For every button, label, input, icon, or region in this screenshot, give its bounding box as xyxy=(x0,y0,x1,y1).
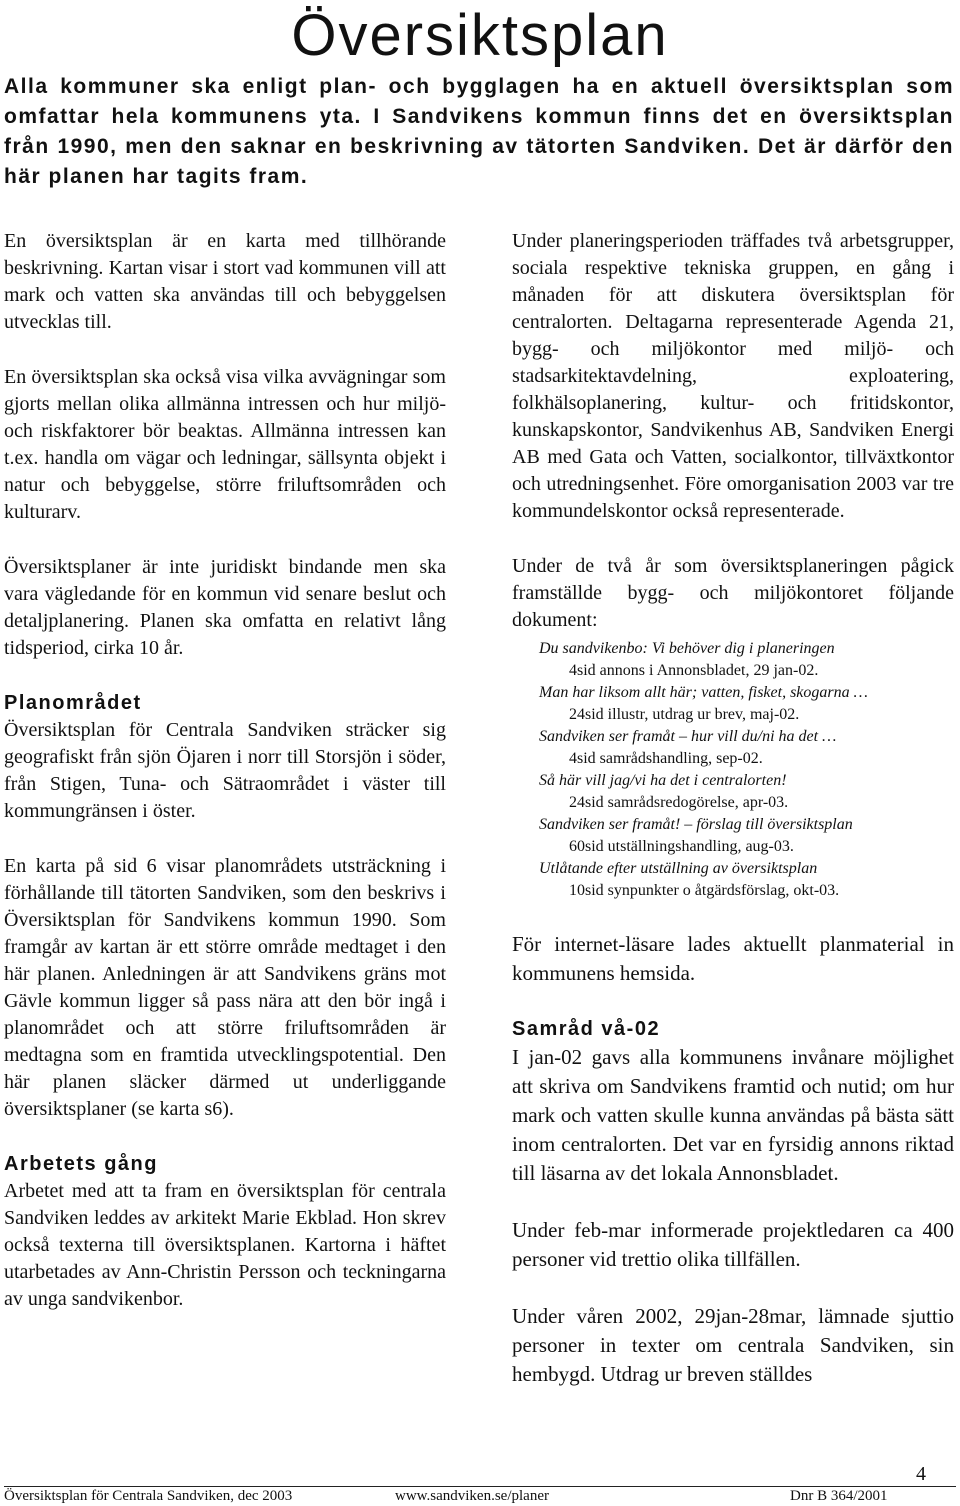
paragraph-map-reference: En karta på sid 6 visar planområdets utsträckning i förhållande till tätorten Sandviken, som den beskrivs i Översiktsplan för Sandvikens kommun 1990. Som framgår av kartan är ett större område medtaget i den här planen. Anledningen är att Sandvikens gräns mot Gävle kommun ligger så pass nära att den bör ingå i planområdet och att större friluftsområden är medtagna som en framtida utvecklingspotential. Den här planen släcker därmed ut underliggande översiktsplaner (se karta s6). xyxy=(4,855,446,1120)
document-title: Sandviken ser framåt! – förslag till översiktsplan xyxy=(539,816,853,833)
document-list xyxy=(512,638,954,902)
paragraph-legal-status: Översiktsplaner är inte juridiskt bindande men ska vara vägledande för en kommun vid senare beslut och detaljplanering. Planen ska omfatta en relativt lång tidsperiod, cirka 10 år. xyxy=(4,556,446,659)
document-title: Du sandvikenbo: Vi behöver dig i planeringen xyxy=(539,640,835,657)
heading-arbetets-gang: Arbetets gång xyxy=(4,1153,158,1175)
paragraph-documents-intro: Under de två år som översiktsplaneringen pågick framställde bygg- och miljökontoret följande dokument: xyxy=(512,555,954,631)
paragraph-working-groups: Under planeringsperioden träffades två arbetsgrupper, sociala respektive tekniska gruppen, en gång i månaden för att diskutera översiktsplan för centralorten. Deltagarna representerade Agenda 21, bygg- och miljökontor med miljö- och stadsarkitektavdelning, exploatering, folkhälsoplanering, kultur- och fritidskontor, kunskapskontor, Sandvikenhus AB, Sandviken Energi AB med Gata och Vatten, socialkontor, tillväxtkontor och utredningsenhet. Före omorganisation 2003 var tre kommundelskontor också representerade. xyxy=(512,230,954,522)
paragraph-considerations: En översiktsplan ska också visa vilka avvägningar som gjorts mellan olika allmänna intressen och hur miljö- och riskfaktorer bör beaktas. Allmänna intressen kan t.ex. handla om vägar och ledningar, sällsynta objekt i natur och bebyggelse, större friluftsområden och kulturarv. xyxy=(4,366,446,523)
document-title: Utlåtande efter utställning av översiktsplan xyxy=(539,860,818,877)
footer-document-title: Översiktsplan för Centrala Sandviken, dec 2003 xyxy=(4,1488,293,1504)
document-meta: 4sid samrådshandling, sep-02. xyxy=(569,750,763,767)
heading-planomradet: Planområdet xyxy=(4,692,142,714)
list-item xyxy=(512,858,954,902)
list-item xyxy=(512,638,954,682)
right-column xyxy=(512,228,954,1389)
document-meta: 24sid illustr, utdrag ur brev, maj-02. xyxy=(569,706,800,723)
paragraph-definition: En översiktsplan är en karta med tillhörande beskrivning. Kartan visar i stort vad kommunen vill att mark och vatten ska användas till och bebyggelsen utvecklas till. xyxy=(4,230,446,333)
paragraph-plan-area: Översiktsplan för Centrala Sandviken sträcker sig geografiskt från sjön Öjaren i norr till Storsjön i söder, från Stigen, Tuna- och Sätraområdet i väster till kommungränsen i öster. xyxy=(4,719,446,822)
page-title: Översiktsplan xyxy=(291,3,669,68)
list-item xyxy=(512,682,954,726)
paragraph-internet: För internet-läsare lades aktuellt planmaterial in kommunens hemsida. xyxy=(512,932,954,985)
paragraph-spring-2002: Under våren 2002, 29jan-28mar, lämnade sjuttio personer in texter om centrala Sandviken, sin hembygd. Utdrag ur breven ställdes xyxy=(512,1304,954,1386)
document-meta: 60sid utställningshandling, aug-03. xyxy=(569,838,794,855)
heading-samrad: Samråd vå-02 xyxy=(512,1018,661,1040)
document-meta: 4sid annons i Annonsbladet, 29 jan-02. xyxy=(569,662,819,679)
footer-reference-number: Dnr B 364/2001 xyxy=(790,1488,888,1504)
list-item xyxy=(512,726,954,770)
paragraph-work-process: Arbetet med att ta fram en översiktsplan för centrala Sandviken leddes av arkitekt Marie Ekblad. Hon skrev också texterna till översiktsplanen. Kartorna i häftet utarbetades av Ann-Christin Persson och teckningarna av unga sandvikenbor. xyxy=(4,1180,446,1310)
list-item xyxy=(512,814,954,858)
list-item xyxy=(512,770,954,814)
footer-url: www.sandviken.se/planer xyxy=(395,1488,549,1504)
paragraph-consultation: I jan-02 gavs alla kommunens invånare möjlighet att skriva om Sandvikens framtid och nutid; om hur mark och vatten skulle kunna användas på bästa sätt inom centralorten. Det var en fyrsidig annons riktad till läsarna av det lokala Annonsbladet. xyxy=(512,1045,954,1185)
left-column xyxy=(4,228,446,1313)
paragraph-information: Under feb-mar informerade projektledaren ca 400 personer vid trettio olika tillfällen. xyxy=(512,1218,954,1271)
document-meta: 10sid synpunkter o åtgärdsförslag, okt-03. xyxy=(569,882,840,899)
intro-paragraph: Alla kommuner ska enligt plan- och bygglagen ha en aktuell översiktsplan som omfattar hela kommunens yta. I Sandvikens kommun finns det en översiktsplan från 1990, men den saknar en beskrivning av tätorten Sandviken. Det är därför den här planen har tagits fram. xyxy=(4,75,954,188)
document-meta: 24sid samrådsredogörelse, apr-03. xyxy=(569,794,789,811)
document-title: Man har liksom allt här; vatten, fisket, skogarna … xyxy=(539,684,868,701)
page-number: 4 xyxy=(916,1463,926,1485)
document-title: Sandviken ser framåt – hur vill du/ni ha det … xyxy=(539,728,837,745)
document-title: Så här vill jag/vi ha det i centralorten! xyxy=(539,772,787,789)
